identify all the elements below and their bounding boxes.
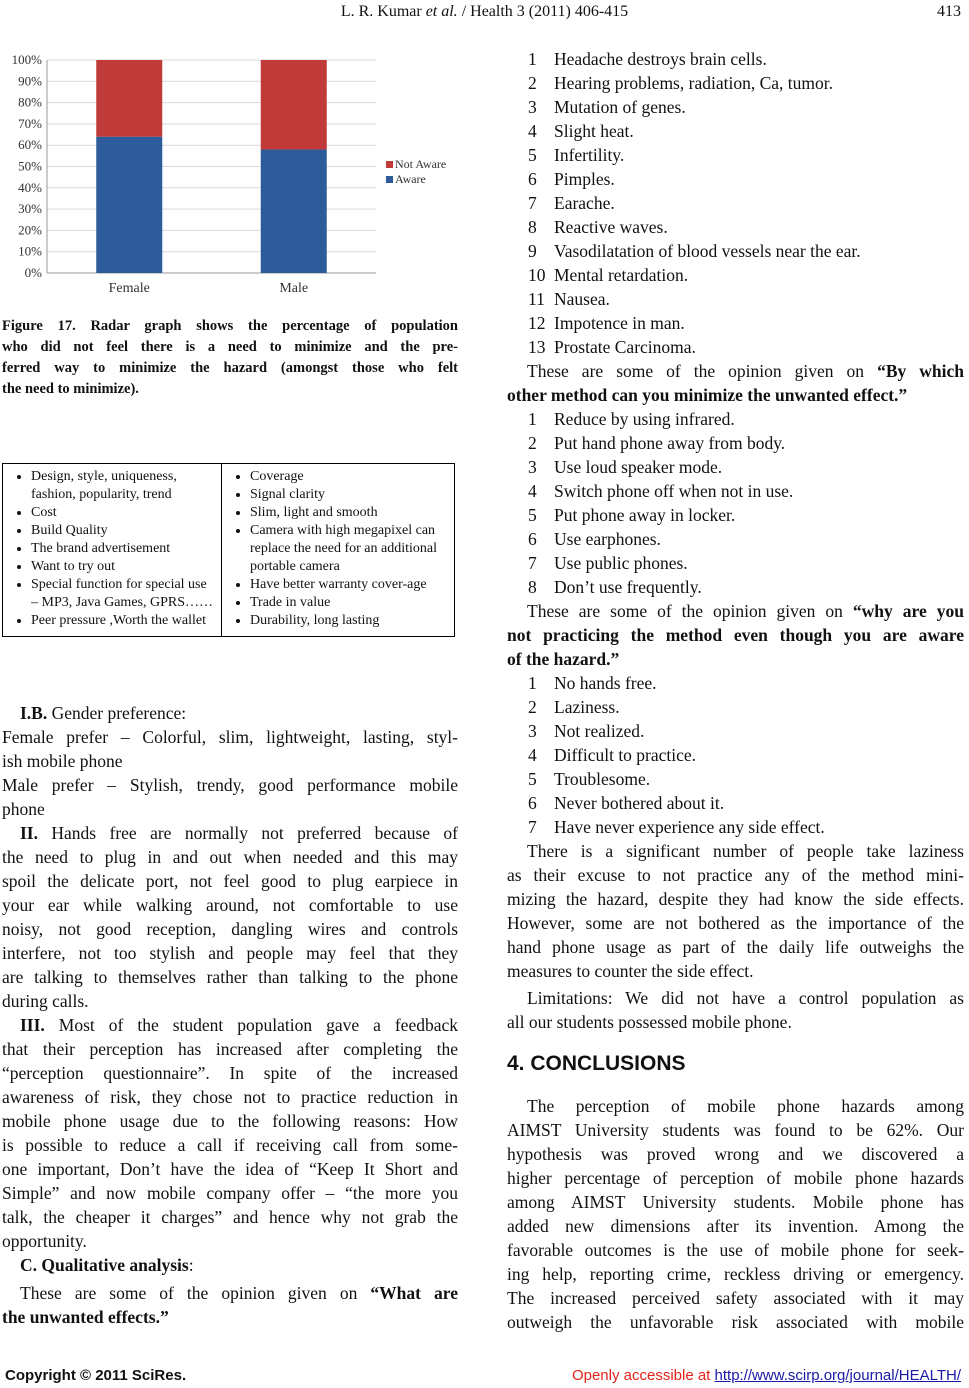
list-item [528,503,793,527]
list-item [528,215,861,239]
text-line: outweigh the unfavorable risk associated with mobile [507,1312,964,1332]
list-number: 5 [528,145,537,165]
ib-text: Gender preference: [47,703,187,723]
list-text: Mental retardation. [554,265,689,285]
y-tick-label: 40% [18,179,42,195]
text-line: as their excuse to not practice any of the method mini- [507,865,964,885]
text-line: during calls. [2,991,89,1011]
table-item: • Build Quality [31,522,215,540]
text-line: Male prefer – Stylish, trendy, good performance mobile [2,775,458,795]
list-number: 7 [528,553,537,573]
list-item [528,575,793,599]
list-number: 11 [528,289,545,309]
list-item [528,431,793,455]
list-text: Never bothered about it. [554,793,725,813]
caption-line: ferred way to minimize the hazard (amongst those who felt [2,360,458,376]
table-right-cell [222,464,455,637]
x-tick-label: Female [108,281,150,296]
text-line: the unwanted effects.” [2,1307,169,1327]
text-line: Limitations: We did not have a control population as [527,988,964,1008]
text-line: hand phone usage as part of the daily life outweighs the [507,937,964,957]
caption-line: the need to minimize). [2,381,139,397]
table-item: • Durability, long lasting [250,612,448,630]
ii-label: II. [20,823,38,843]
table-item: • Have better warranty cover-age [250,576,448,594]
text-line: The increased perceived safety associated with it may [507,1288,964,1308]
list-item [528,335,861,359]
footer-access-text: Openly accessible at [571,1367,715,1384]
legend-swatch [386,176,393,183]
running-header [0,3,969,21]
y-tick-label: 50% [18,158,42,174]
text-span: These are some of the opinion given on [527,361,878,381]
ii-text: Hands free are normally not preferred because of [38,823,458,843]
list-number: 1 [528,409,537,429]
text-bold: “What are [370,1283,458,1303]
list-item [528,71,861,95]
list-text: Use public phones. [554,553,688,573]
list-item [528,767,825,791]
y-tick-label: 60% [18,137,42,153]
text-line: mobile phone usage due to the following reasons: How [2,1111,458,1131]
list-text: Prostate Carcinoma. [554,337,696,357]
legend-label: Aware [395,172,426,186]
text-line: interfere, not too stylish and people may feel that they [2,943,458,963]
table-item: • Coverage [250,468,448,486]
list-text: Don’t use frequently. [554,577,702,597]
figure-caption [2,316,458,400]
list-number: 2 [528,73,537,93]
list-text: No hands free. [554,673,657,693]
bar-not-aware [96,60,162,137]
list-number: 1 [528,49,537,69]
caption-line: who did not feel there is a need to minimize and the pre- [2,339,458,355]
list-item [528,407,793,431]
list-number: 6 [528,793,537,813]
list-text: Impotence in man. [554,313,685,333]
list-text: Switch phone off when not in use. [554,481,794,501]
reasons-list [528,671,825,839]
paragraph-iii-start [20,1013,458,1037]
list-item [528,95,861,119]
table-item: • The brand advertisement [31,540,215,558]
list-text: Pimples. [554,169,615,189]
list-item [528,239,861,263]
text-bold: “By which [877,361,965,381]
list-number: 2 [528,433,537,453]
list-text: Hearing problems, radiation, Ca, tumor. [554,73,833,93]
list-text: Put phone away in locker. [554,505,736,525]
list-item [528,263,861,287]
list-text: Difficult to practice. [554,745,697,765]
text-bold: “why are you [852,601,964,621]
text-line: one important, Don’t have the idea of “Keep It Short and [2,1159,458,1179]
list-text: Laziness. [554,697,620,717]
list-item [528,719,825,743]
text-line: noisy, not good reception, dangling wires and controls [2,919,458,939]
table-item: • Signal clarity [250,486,448,504]
list-item [528,455,793,479]
list-item [528,551,793,575]
y-tick-label: 30% [18,201,42,217]
text-line [20,1281,458,1305]
subsection-c-colon: : [188,1255,194,1275]
list-number: 1 [528,673,537,693]
text-line: measures to counter the side effect. [507,961,754,981]
feature-table-wrapper [2,463,455,637]
text-line: hypothesis was proved wrong and we discovered a [507,1144,964,1164]
text-line: added new dimensions after its invention. Among the [507,1216,964,1236]
text-line: favorable outcomes is the use of mobile phone for seek- [507,1240,964,1260]
x-tick-label: Male [279,281,309,296]
list-item [528,47,861,71]
list-number: 12 [528,313,546,333]
text-line: talk, the cheaper it charges” and hence why not grab the [2,1207,458,1227]
bar-aware [261,149,327,273]
text-span: These are some of the opinion given on [20,1283,371,1303]
text-span: These are some of the opinion given on [527,601,853,621]
list-text: Use loud speaker mode. [554,457,723,477]
list-number: 2 [528,697,537,717]
table-item: • Want to try out [31,558,215,576]
text-line: not practicing the method even though you are aware [507,625,964,645]
table-item: • Peer pressure ,Worth the wallet [31,612,215,630]
list-number: 4 [528,121,537,141]
list-number: 4 [528,745,537,765]
text-line: AIMST University students was found to be 62%. Our [507,1120,964,1140]
table-item: • Trade in value [250,594,448,612]
iii-label: III. [20,1015,45,1035]
table-item: • Design, style, uniqueness, fashion, popularity, trend [31,468,215,504]
list-number: 7 [528,193,537,213]
methods-list [528,407,793,599]
list-number: 3 [528,457,537,477]
list-text: Headache destroys brain cells. [554,49,767,69]
list-item [528,695,825,719]
list-item [528,527,793,551]
list-number: 6 [528,169,537,189]
stacked-bar-chart [0,44,460,306]
page-number: 413 [937,3,961,20]
y-tick-label: 10% [18,243,42,259]
subsection-c-label: C. Qualitative analysis [20,1255,189,1275]
header-authors: L. R. Kumar [340,3,422,20]
text-line: among AIMST University students. Mobile phone has [507,1192,964,1212]
chart-svg [0,44,460,306]
ib-label: I.B. [20,703,48,723]
text-line: higher percentage of perception of mobile phone hazards [507,1168,964,1188]
table-left-cell [3,464,222,637]
text-line: are talking to themselves rather than talking to the phone [2,967,458,987]
table-left-list [9,468,215,630]
effects-list [528,47,861,359]
legend-label: Not Aware [395,157,447,171]
text-line: awareness of risk, they chose not to practice reduction in [2,1087,458,1107]
header-citation: / Health 3 (2011) 406-415 [461,3,629,20]
text-line: “perception questionnaire”. In spite of the increased [2,1063,458,1083]
text-line [527,359,964,383]
y-tick-label: 80% [18,94,42,110]
text-line: Simple” and now mobile company offer – “the more you [2,1183,458,1203]
text-line: However, some are not bothered as the importance of the [507,913,964,933]
list-number: 4 [528,481,537,501]
text-line: that their perception has increased after completing the [2,1039,458,1059]
list-item [528,167,861,191]
y-tick-label: 90% [18,73,42,89]
iii-text: Most of the student population gave a feedback [44,1015,458,1035]
paragraph-ib [20,701,186,725]
footer-access [572,1367,961,1384]
list-number: 3 [528,97,537,117]
feature-table [2,463,455,637]
list-text: Nausea. [554,289,610,309]
text-line: phone [2,799,45,819]
section-title: 4. CONCLUSIONS [507,1052,686,1075]
list-number: 8 [528,577,537,597]
text-line: ish mobile phone [2,751,123,771]
list-item [528,815,825,839]
list-text: Put hand phone away from body. [554,433,786,453]
table-item: • Slim, light and smooth [250,504,448,522]
list-item [528,743,825,767]
list-item [528,287,861,311]
list-item [528,479,793,503]
table-item: • Cost [31,504,215,522]
bar-aware [96,137,162,273]
list-text: Slight heat. [554,121,634,141]
text-line: The perception of mobile phone hazards among [527,1096,964,1116]
text-line: There is a significant number of people take laziness [527,841,964,861]
list-item [528,119,861,143]
text-line: ing help, reporting crime, reckless driving or emergency. [507,1264,964,1284]
subsection-c [20,1253,194,1277]
table-item: • Camera with high megapixel can replace the need for an additional portable camera [250,522,448,576]
paragraph-ii-start [20,821,458,845]
list-text: Mutation of genes. [554,97,686,117]
list-text: Vasodilatation of blood vessels near the ear. [554,241,861,261]
list-text: Troublesome. [554,769,651,789]
caption-line: Figure 17. Radar graph shows the percentage of population [2,318,458,334]
text-line: opportunity. [2,1231,87,1251]
list-item [528,791,825,815]
list-text: Infertility. [554,145,625,165]
list-item [528,191,861,215]
list-item [528,311,861,335]
list-text: Have never experience any side effect. [554,817,825,837]
list-text: Not realized. [554,721,645,741]
list-number: 5 [528,769,537,789]
list-number: 10 [528,265,546,285]
list-number: 9 [528,241,537,261]
text-line: the need to plug in and out when needed and this may [2,847,458,867]
list-item [528,143,861,167]
list-number: 13 [528,337,546,357]
table-right-list [228,468,448,630]
list-text: Use earphones. [554,529,661,549]
footer-copyright: Copyright © 2011 SciRes. [5,1367,187,1384]
text-line: of the hazard.” [507,649,620,669]
header-etal: et al. [425,3,458,20]
list-item [528,671,825,695]
list-text: Earache. [554,193,615,213]
list-text: Reactive waves. [554,217,668,237]
text-line [527,599,964,623]
list-number: 5 [528,505,537,525]
list-number: 8 [528,217,537,237]
list-number: 7 [528,817,537,837]
list-number: 6 [528,529,537,549]
legend-swatch [386,161,393,168]
text-line: Female prefer – Colorful, slim, lightweight, lasting, styl- [2,727,458,747]
y-tick-label: 100% [11,52,42,67]
bar-not-aware [261,60,327,149]
list-number: 3 [528,721,537,741]
list-text: Reduce by using infrared. [554,409,735,429]
text-line: spoil the delicate port, not feel good to plug earpiece in [2,871,458,891]
text-line: mizing the hazard, despite they had know the side effects. [507,889,964,909]
text-line: other method can you minimize the unwanted effect.” [507,385,908,405]
y-tick-label: 70% [18,115,42,131]
text-line: your ear while walking around, not comfortable to use [2,895,458,915]
y-tick-label: 0% [24,265,42,280]
text-line: is possible to reduce a call if receiving call from some- [2,1135,458,1155]
text-line: all our students possessed mobile phone. [507,1012,792,1032]
table-item: • Special function for special use – MP3, Java Games, GPRS…… [31,576,215,612]
y-tick-label: 20% [18,222,42,238]
journal-link[interactable]: http://www.scirp.org/journal/HEALTH/ [714,1367,961,1384]
